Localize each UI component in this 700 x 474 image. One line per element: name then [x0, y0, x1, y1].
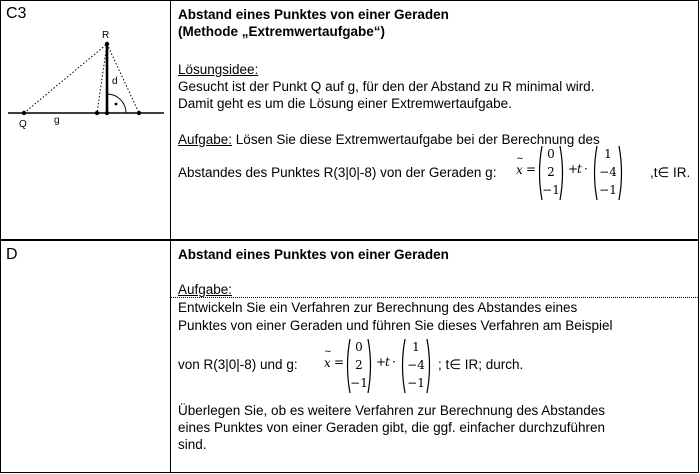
d-task-suffix: ; t∈ IR; durch.: [438, 357, 524, 372]
dotted-r-foot: [97, 44, 107, 113]
point-q-dot: [22, 111, 26, 115]
c3-task-text: Lösen Sie diese Extremwertaufgabe bei der Berechnung des: [232, 132, 600, 147]
d-vector-arrow: ~: [324, 347, 332, 357]
d-extra-line3: sind.: [178, 437, 207, 452]
d-direction-y: −4: [407, 358, 425, 372]
d-equals: =: [334, 355, 345, 369]
c3-dot: ·: [584, 162, 588, 176]
dotted-q-r: [24, 44, 107, 113]
d-task-line2: Punktes von einer Geraden und führen Sie dieses Verfahren am Beispiel: [178, 318, 613, 333]
foot-dot-3: [137, 111, 141, 115]
row-label-c3: C3: [6, 5, 27, 22]
d-extra-line1: Überlegen Sie, ob es weitere Verfahren zur Berechnung des Abstandes: [178, 403, 606, 418]
d-support-y: 2: [355, 358, 363, 372]
c3-direction-z: −1: [599, 183, 617, 197]
foot-dot-2: [105, 111, 109, 115]
c3-direction-x: 1: [604, 147, 612, 161]
d-vector-x: x: [324, 356, 331, 370]
column-divider: [170, 0, 171, 473]
d-plus: +: [376, 355, 387, 369]
c3-idea-line2: Damit geht es um die Lösung einer Extremwertaufgabe.: [178, 96, 512, 111]
point-r-dot: [105, 42, 109, 46]
c3-support-x: 0: [547, 147, 555, 161]
d-dot: ·: [392, 355, 396, 369]
label-g: g: [54, 115, 60, 126]
c3-equals: =: [526, 162, 537, 176]
d-title: Abstand eines Punktes von einer Geraden: [178, 247, 449, 262]
d-task-line3: von R(3|0|-8) und g:: [178, 357, 298, 372]
c3-task-line2: Abstandes des Punktes R(3|0|-8) von der Geraden g:: [178, 165, 497, 180]
d-direction-x: 1: [412, 340, 420, 354]
c3-plus: +: [568, 162, 579, 176]
label-r: R: [102, 30, 110, 41]
table-border-left: [0, 0, 1, 473]
right-angle-dot: [115, 103, 118, 106]
d-extra-line2: eines Punktes von einer Geraden gibt, die ggf. einfacher durchzuführen: [178, 420, 606, 435]
c3-idea-heading: Lösungsidee:: [178, 62, 259, 77]
table-border-bottom: [0, 472, 699, 473]
table-border-right: [698, 0, 699, 473]
d-line-equation: [322, 337, 457, 395]
c3-title-line1: Abstand eines Punktes von einer Geraden: [178, 7, 449, 22]
d-param-t: t: [385, 355, 390, 369]
d-support-z: −1: [350, 376, 368, 390]
foot-dot-1: [95, 111, 99, 115]
c3-param-t: t: [577, 162, 582, 176]
d-support-x: 0: [355, 340, 363, 354]
label-q: Q: [19, 119, 27, 130]
row-label-d: D: [6, 246, 18, 263]
c3-vector-x: x: [516, 163, 523, 177]
c3-task-heading: Aufgabe:: [178, 132, 233, 147]
c3-vector-arrow: ~: [516, 154, 524, 164]
row-divider: [0, 239, 699, 241]
d-direction-z: −1: [407, 376, 425, 390]
c3-direction-y: −4: [599, 165, 617, 179]
c3-line-equation: [514, 144, 649, 202]
distance-diagram: [6, 26, 166, 136]
c3-idea-line1: Gesucht ist der Punkt Q auf g, für den der Abstand zu R minimal wird.: [178, 79, 595, 94]
d-task-line1: Entwickeln Sie ein Verfahren zur Berechnung des Abstandes eines: [178, 300, 578, 315]
c3-title-line2: (Methode „Extremwertaufgabe“): [178, 24, 386, 39]
d-dotted-divider: [171, 297, 698, 298]
c3-task-suffix: ,t∈ IR.: [650, 165, 691, 180]
c3-support-y: 2: [547, 165, 555, 179]
table-border-top: [0, 0, 699, 1]
label-d: d: [112, 76, 118, 87]
c3-support-z: −1: [542, 183, 560, 197]
d-task-heading: Aufgabe:: [178, 282, 233, 297]
